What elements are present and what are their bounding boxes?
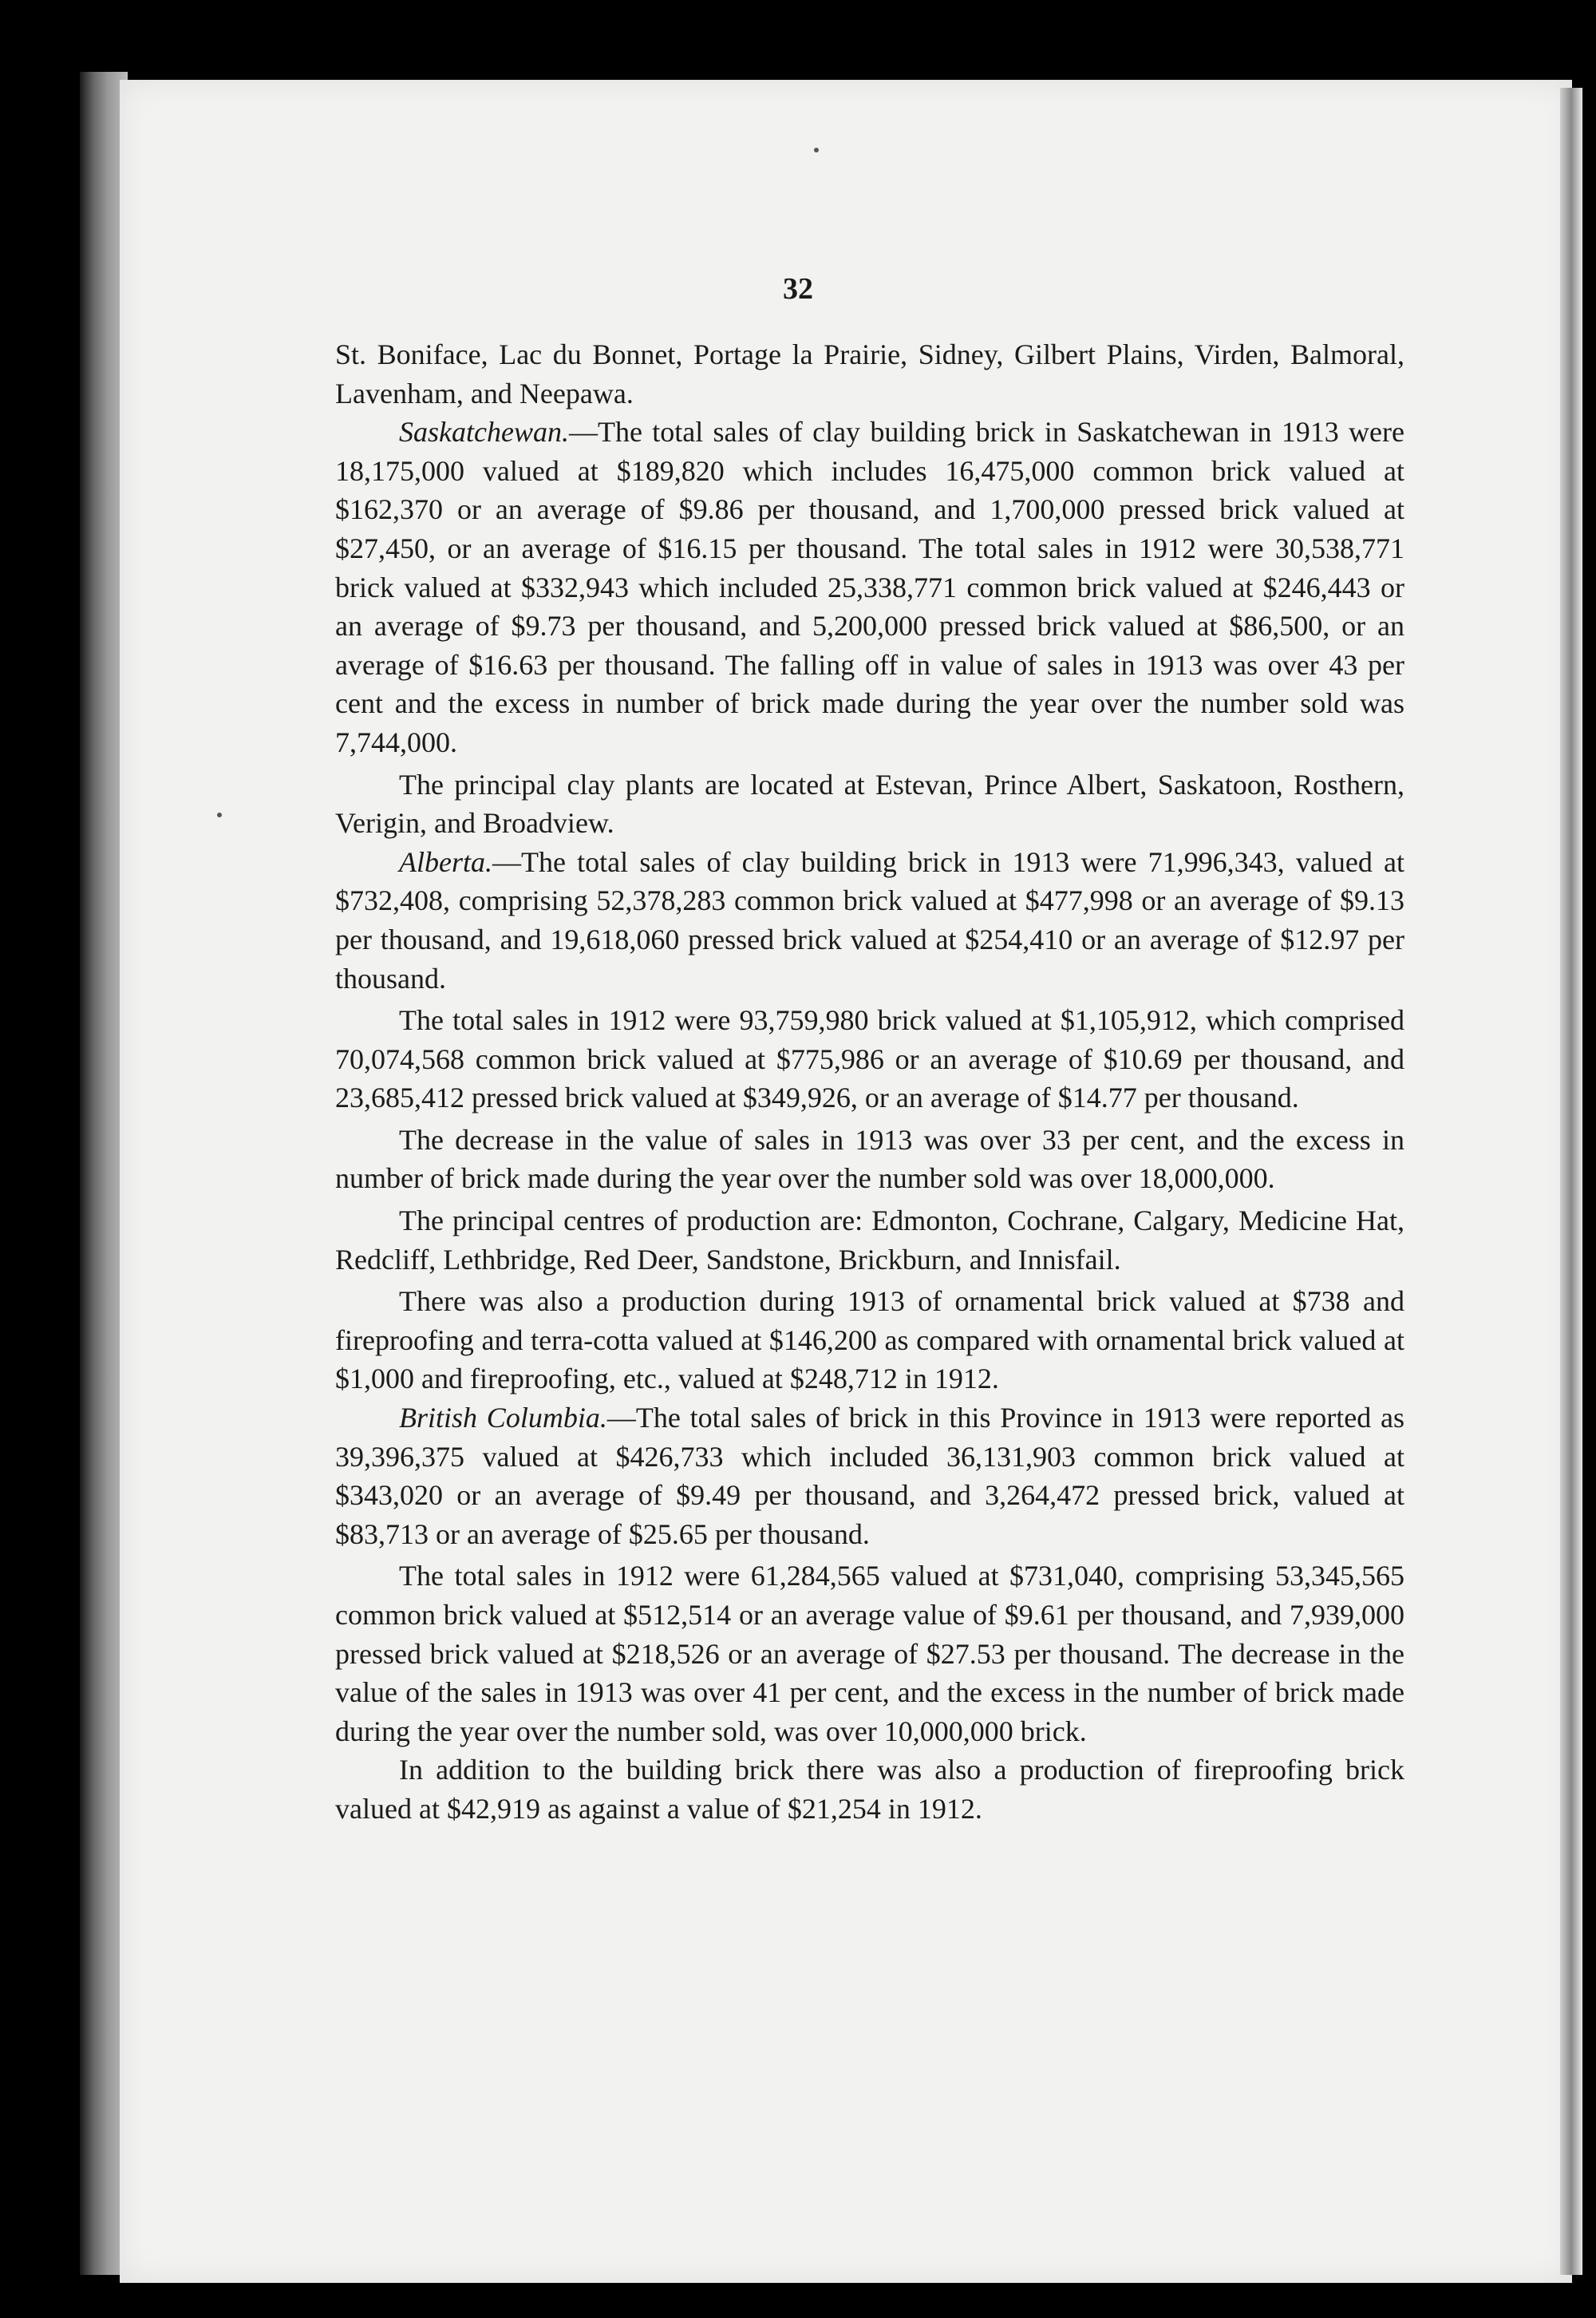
- body-text: [335, 335, 1404, 1829]
- paper-speck: [217, 813, 222, 817]
- paragraph-heading: Alberta.: [399, 845, 492, 878]
- paper-speck: [814, 148, 819, 152]
- page-edge: [1560, 88, 1582, 2275]
- paragraph: [335, 1750, 1404, 1828]
- paragraph-text: The principal clay plants are located at Estevan, Prince Albert, Saskatoon, Rosthern, Verigin, and Broadview.: [335, 768, 1404, 840]
- paragraph-heading: British Columbia.: [399, 1402, 607, 1434]
- paragraph-text: —The total sales of clay building brick in Saskatchewan in 1913 were 18,175,000 valued at $189,820 which includes 16,475,000 common brick valued at $162,370 or an average of $9.86 per thousand, and 1,700,000 pressed brick valued at $27,450, or an average of $16.15 per thousand. The total sales in 1912 were 30,538,771 brick valued at $332,943 which included 25,338,771 common brick valued at $246,443 or an average of $9.73 per thousand, and 5,200,000 pressed brick valued at $86,500, or an average of $16.63 per thousand. The falling off in value of sales in 1913 was over 43 per cent and the excess in number of brick made during the year over the number sold was 7,744,000.: [335, 416, 1404, 758]
- paragraph-text: The total sales in 1912 were 61,284,565 valued at $731,040, comprising 53,345,565 common brick valued at $512,514 or an average value of $9.61 per thousand, and 7,939,000 pressed brick valued at $218,526 or an average of $27.53 per thousand. The decrease in the value of the sales in 1913 was over 41 per cent, and the excess in the number of brick made during the year over the number sold, was over 10,000,000 brick.: [335, 1560, 1404, 1747]
- paragraph: [335, 1121, 1404, 1198]
- paragraph-heading: Saskatchewan.: [399, 416, 569, 449]
- paragraph: [335, 1282, 1404, 1398]
- paragraph-text: The total sales in 1912 were 93,759,980 brick valued at $1,105,912, which comprised 70,074,568 common brick valued at $775,986 or an average of $10.69 per thousand, and 23,685,412 pressed brick valued at $349,926, or an average of $14.77 per thousand.: [335, 1004, 1404, 1114]
- paragraph: [335, 335, 1404, 413]
- paragraph-text: The principal centres of production are: Edmonton, Cochrane, Calgary, Medicine Hat, Redcliff, Lethbridge, Red Deer, Sandstone, Brickburn, and Innisfail.: [335, 1204, 1404, 1276]
- paragraph-text: —The total sales of brick in this Province in 1913 were reported as 39,396,375 valued at $426,733 which included 36,131,903 common brick valued at $343,020 or an average of $9.49 per thousand, and 3,264,472 pressed brick, valued at $83,713 or an average of $25.65 per thousand.: [335, 1402, 1405, 1550]
- paragraph: [335, 413, 1404, 761]
- paragraph-text: There was also a production during 1913 of ornamental brick valued at $738 and fireproofing and terra-cotta valued at $146,200 as compared with ornamental brick valued at $1,000 and fireproofing, etc., valued at $248,712 in 1912.: [335, 1285, 1404, 1395]
- paragraph: [335, 843, 1404, 998]
- paragraph: [335, 1557, 1404, 1750]
- page-number: 32: [783, 272, 813, 306]
- paragraph-text: St. Boniface, Lac du Bonnet, Portage la Prairie, Sidney, Gilbert Plains, Virden, Balmoral, Lavenham, and Neepawa.: [335, 338, 1404, 409]
- paragraph-text: —The total sales of clay building brick in 1913 were 71,996,343, valued at $732,408, comprising 52,378,283 common brick valued at $477,998 or an average of $9.13 per thousand, and 19,618,060 pressed brick valued at $254,410 or an average of $12.97 per thousand.: [335, 845, 1404, 995]
- paragraph-text: The decrease in the value of sales in 1913 was over 33 per cent, and the excess in number of brick made during the year over the number sold was over 18,000,000.: [335, 1123, 1404, 1195]
- paragraph: [335, 1398, 1404, 1553]
- paragraph: [335, 1201, 1404, 1279]
- paragraph: [335, 765, 1404, 843]
- paragraph: [335, 1001, 1404, 1117]
- paragraph-text: In addition to the building brick there was also a production of fireproofing brick valued at $42,919 as against a value of $21,254 in 1912.: [335, 1754, 1404, 1825]
